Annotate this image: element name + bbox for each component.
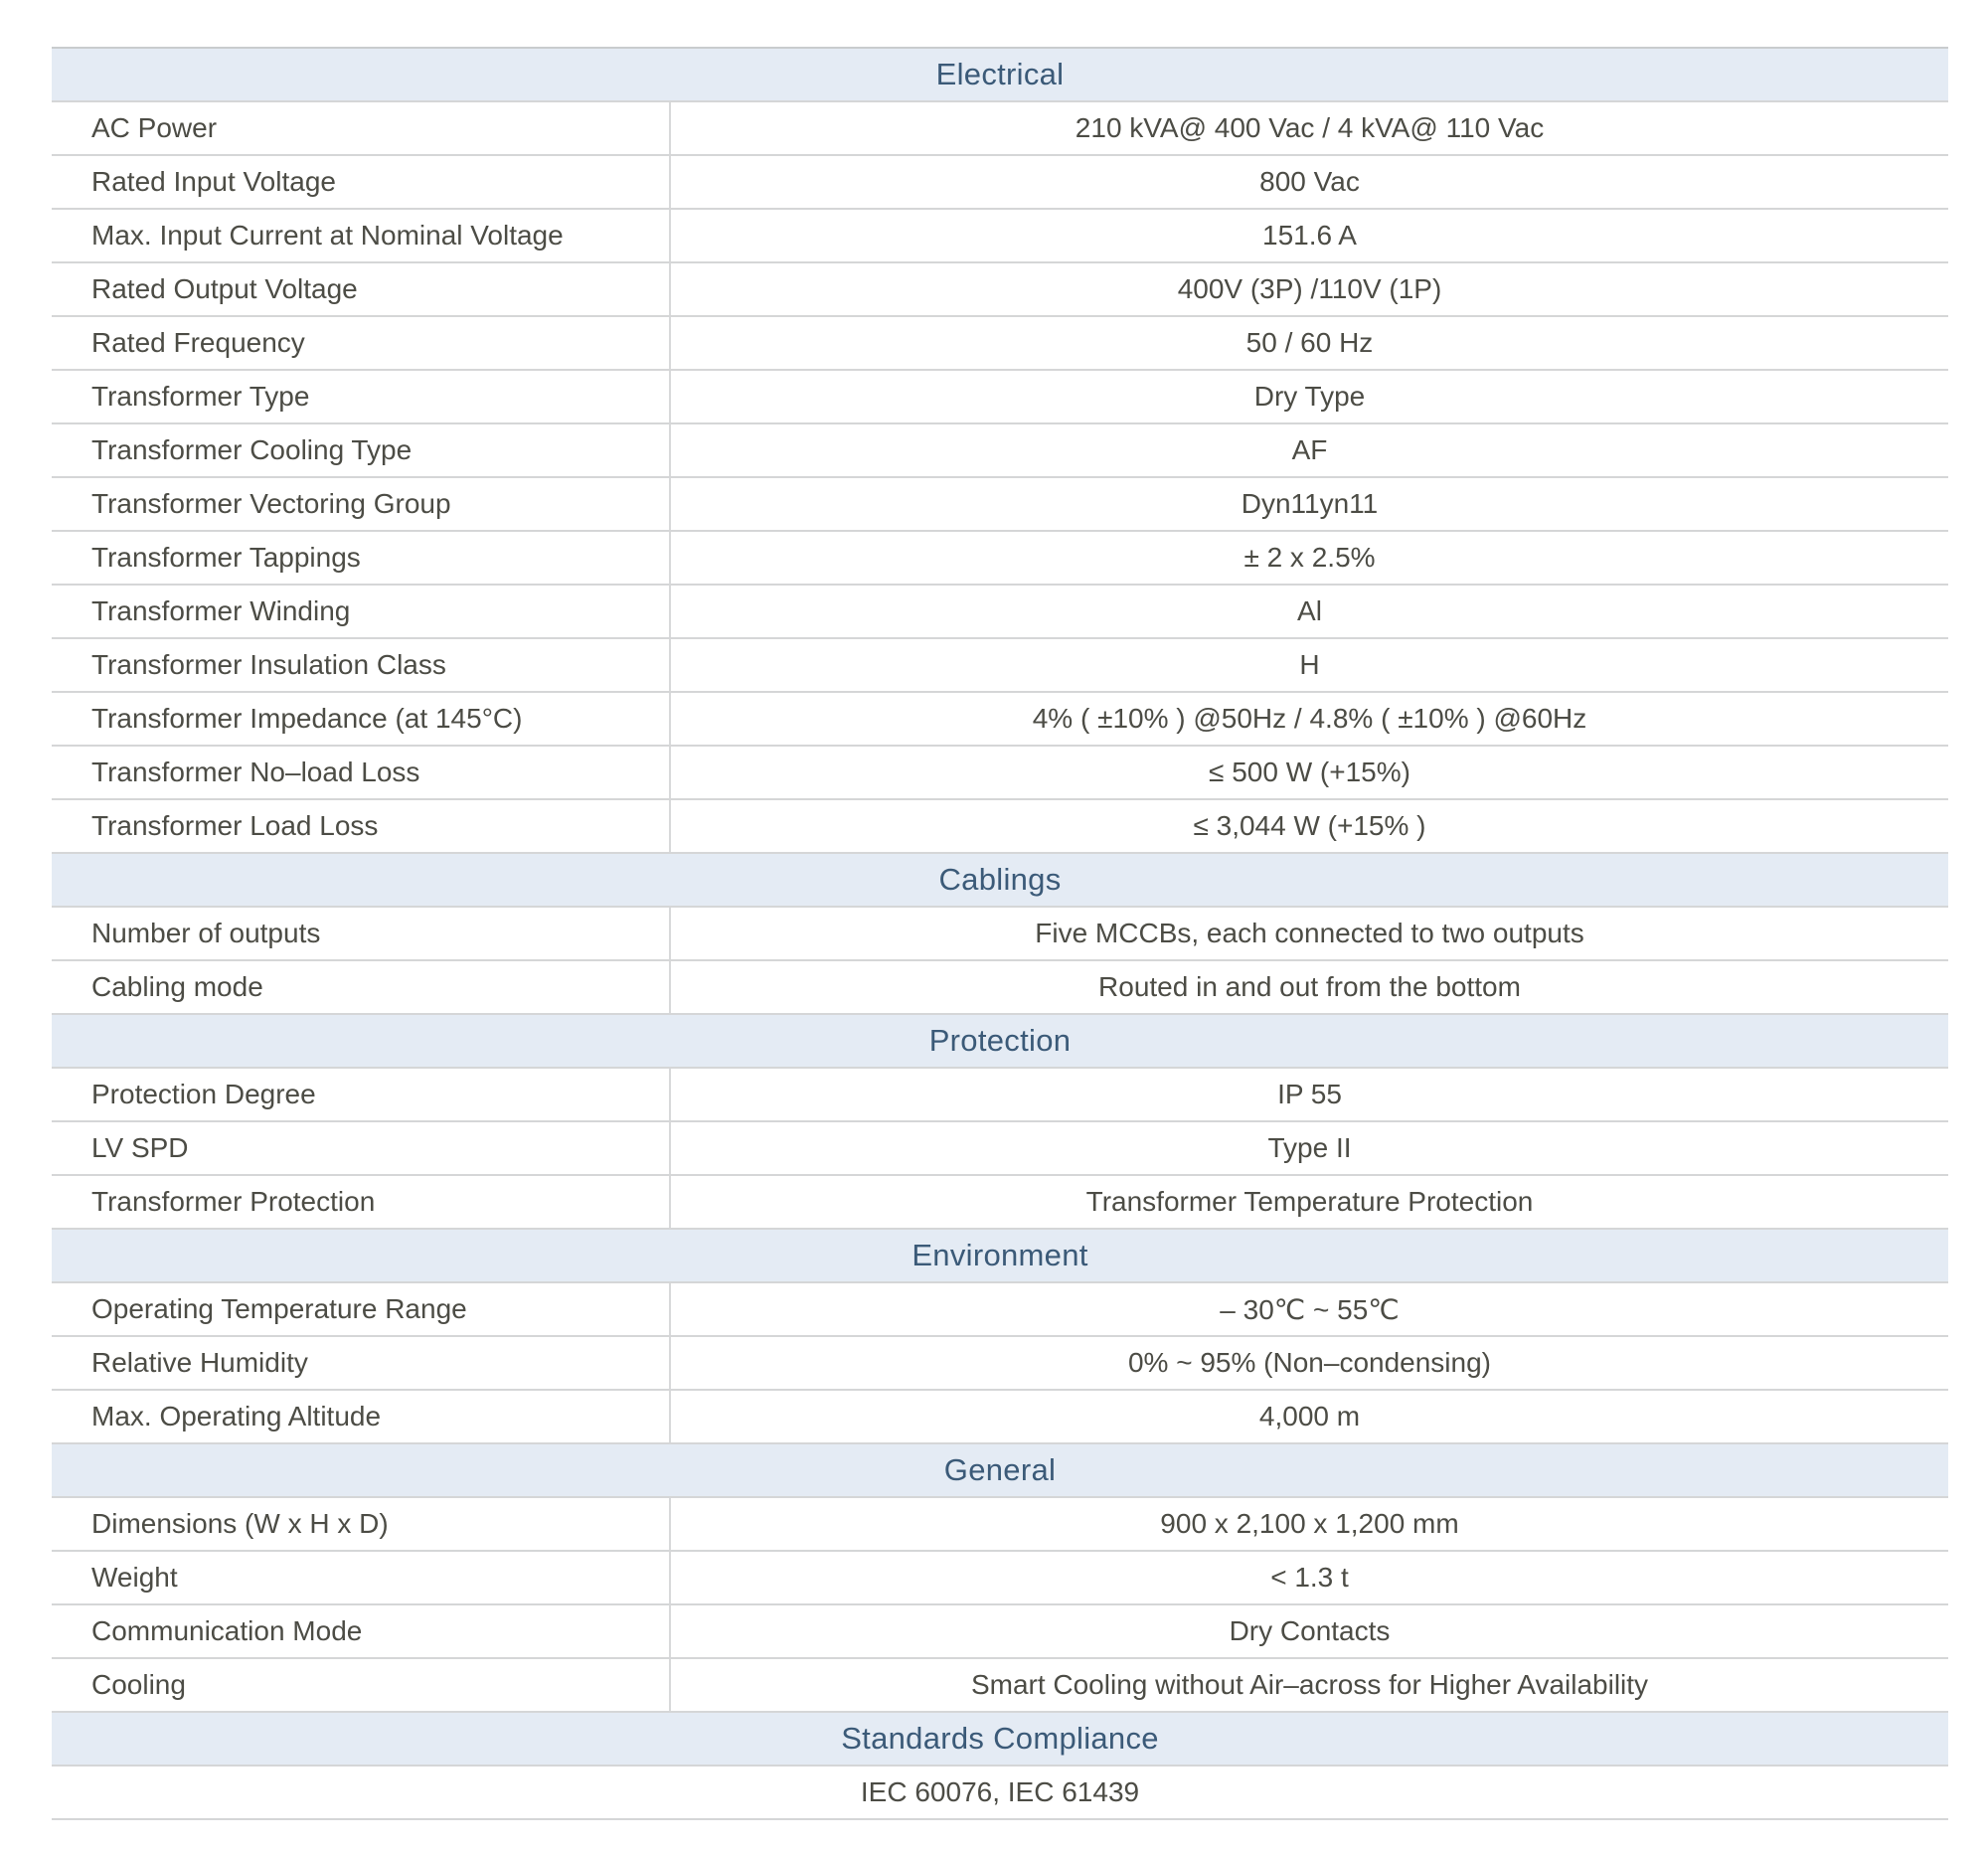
spec-value: 800 Vac [1259,166,1360,197]
spec-label: Dimensions (W x H x D) [52,1498,671,1550]
spec-value: IEC 60076, IEC 61439 [860,1776,1140,1807]
spec-label: Rated Frequency [52,317,671,369]
table-row [52,747,1948,800]
spec-value: 50 / 60 Hz [1245,327,1374,358]
spec-value: Five MCCBs, each connected to two outputs [1035,918,1584,948]
table-row [52,1605,1948,1659]
table-row [52,639,1948,693]
section-header-environment: Environment [52,1230,1948,1283]
spec-label: Transformer Protection [52,1176,671,1228]
table-row [52,1283,1948,1337]
section-header-general: General [52,1444,1948,1498]
table-row [52,102,1948,156]
spec-label: Max. Operating Altitude [52,1391,671,1442]
spec-value: 4% ( ±10% ) @50Hz / 4.8% ( ±10% ) @60Hz [1032,703,1587,734]
table-row [52,424,1948,478]
spec-value: 0% ~ 95% (Non–condensing) [1127,1347,1491,1378]
spec-label: Transformer Impedance (at 145°C) [52,693,671,745]
spec-label: Max. Input Current at Nominal Voltage [52,210,671,261]
spec-value: AF [1291,434,1328,465]
spec-label: Protection Degree [52,1069,671,1120]
table-row [52,1122,1948,1176]
spec-value: 151.6 A [1262,220,1357,251]
spec-label: Operating Temperature Range [52,1283,671,1335]
spec-label: Transformer No–load Loss [52,747,671,798]
table-row [52,1337,1948,1391]
table-row [52,908,1948,961]
table-row [52,317,1948,371]
spec-label: Cooling [52,1659,671,1711]
table-row [52,1498,1948,1552]
spec-label: Transformer Load Loss [52,800,671,852]
table-row [52,1069,1948,1122]
spec-value: Type II [1267,1132,1352,1163]
section-header-cablings: Cablings [52,854,1948,908]
spec-value: 210 kVA@ 400 Vac / 4 kVA@ 110 Vac [1075,112,1545,143]
spec-value: – 30℃ ~ 55℃ [1220,1293,1400,1325]
spec-label: Transformer Insulation Class [52,639,671,691]
table-row [52,586,1948,639]
spec-value: Dyn11yn11 [1241,488,1379,519]
spec-value: Transformer Temperature Protection [1085,1186,1534,1217]
table-row [52,1552,1948,1605]
section-header-protection: Protection [52,1015,1948,1069]
table-row [52,532,1948,586]
table-row [52,961,1948,1015]
section-header-electrical: Electrical [52,49,1948,102]
table-row [52,478,1948,532]
spec-label: Cabling mode [52,961,671,1013]
spec-table [52,47,1948,1820]
spec-label: Transformer Tappings [52,532,671,584]
table-row [52,800,1948,854]
spec-value: ≤ 3,044 W (+15% ) [1193,810,1426,841]
spec-label: AC Power [52,102,671,154]
spec-label: Weight [52,1552,671,1603]
table-row [52,1659,1948,1713]
spec-label: Relative Humidity [52,1337,671,1389]
table-row [52,371,1948,424]
spec-label: Transformer Cooling Type [52,424,671,476]
spec-label: Rated Output Voltage [52,263,671,315]
spec-value: ≤ 500 W (+15%) [1209,757,1410,787]
table-row [52,156,1948,210]
spec-value: ± 2 x 2.5% [1243,542,1376,573]
spec-label: Communication Mode [52,1605,671,1657]
spec-value: Dry Type [1253,381,1366,412]
spec-value: Routed in and out from the bottom [1098,971,1521,1002]
table-row [52,1176,1948,1230]
spec-label: LV SPD [52,1122,671,1174]
spec-value: 400V (3P) /110V (1P) [1177,273,1442,304]
table-row [52,263,1948,317]
spec-value: Dry Contacts [1229,1615,1391,1646]
table-row [52,1767,1948,1820]
spec-label: Number of outputs [52,908,671,959]
spec-value: 4,000 m [1258,1401,1361,1431]
spec-label: Transformer Vectoring Group [52,478,671,530]
spec-value: Al [1297,595,1322,626]
spec-value: Smart Cooling without Air–across for Higher Availability [970,1669,1649,1700]
table-row [52,1391,1948,1444]
spec-value: 900 x 2,100 x 1,200 mm [1160,1508,1459,1539]
spec-value: IP 55 [1277,1079,1342,1109]
spec-label: Rated Input Voltage [52,156,671,208]
table-row [52,210,1948,263]
table-row [52,693,1948,747]
spec-label: Transformer Type [52,371,671,422]
spec-value: < 1.3 t [1270,1562,1349,1593]
spec-value: H [1299,649,1320,680]
section-header-standards-compliance: Standards Compliance [52,1713,1948,1767]
spec-label: Transformer Winding [52,586,671,637]
